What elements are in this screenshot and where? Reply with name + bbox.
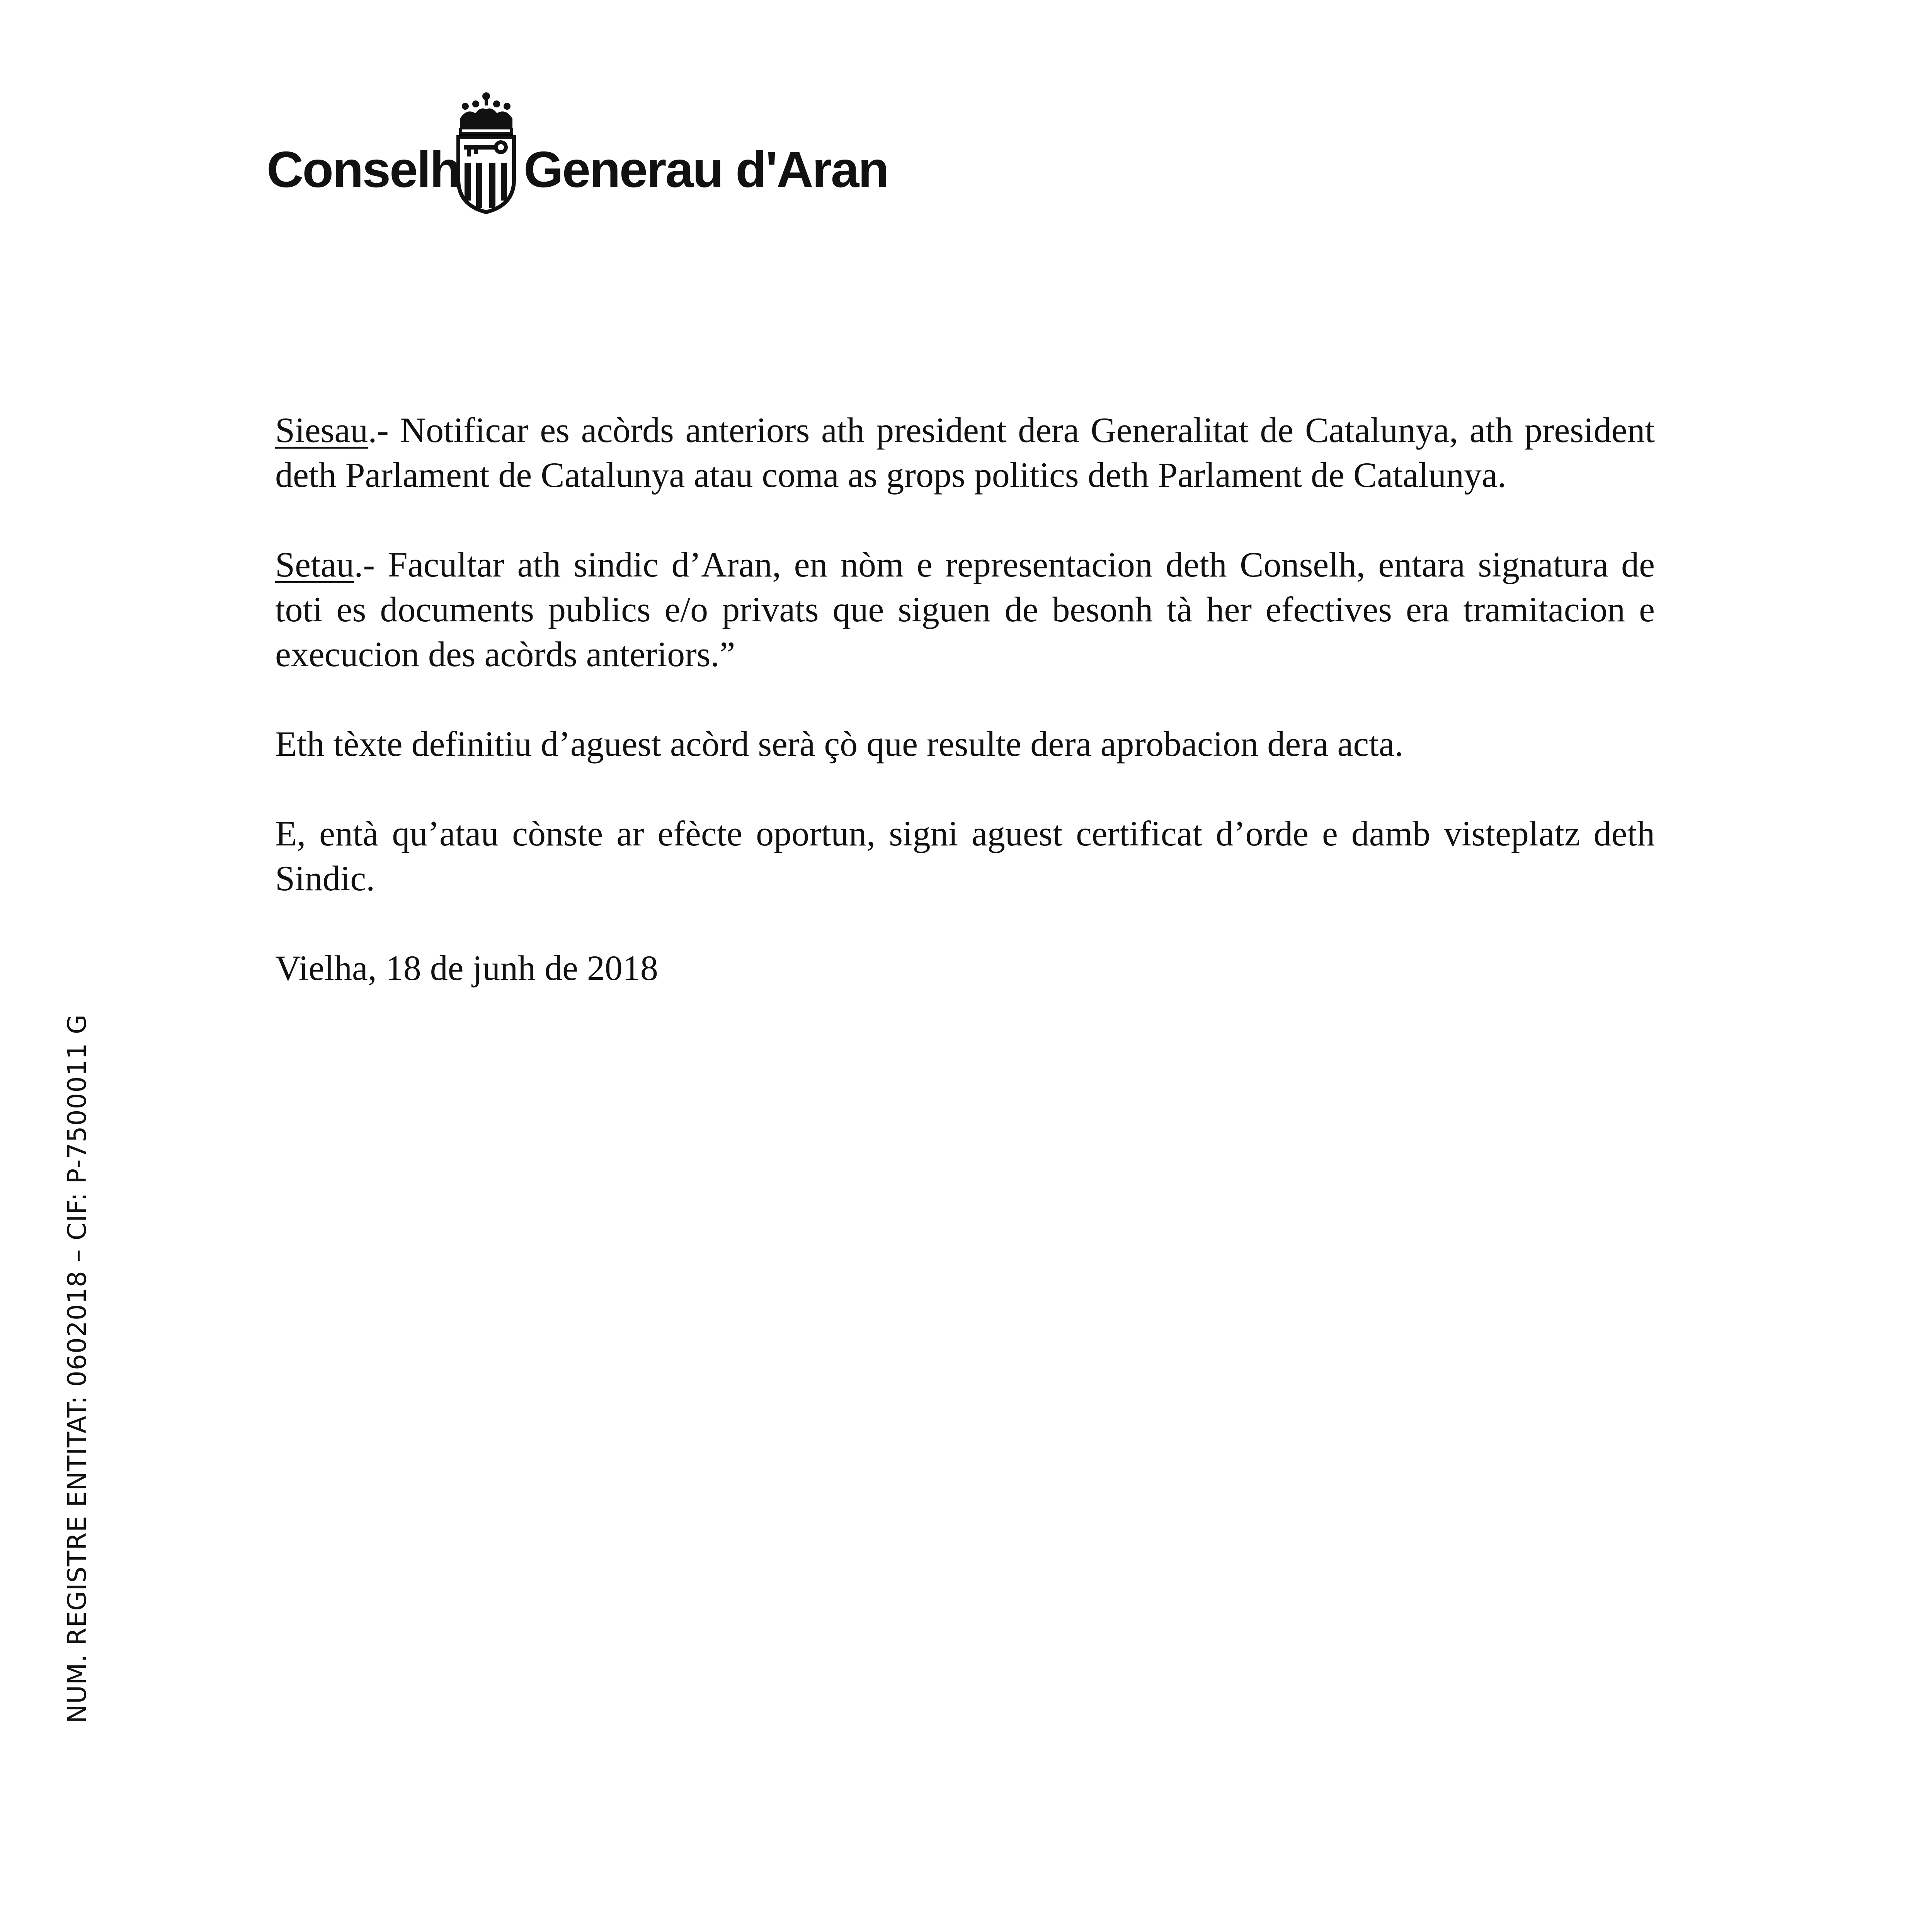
paragraph-text: .- Notificar es acòrds anteriors ath president dera Generalitat de Catalunya, ath president deth Parlament de Catalunya atau coma as grops politics deth Parlament de Catalunya. [275, 410, 1655, 495]
document-body [275, 408, 1655, 1035]
paragraph-text-definitive: Eth tèxte definitiu d’aguest acòrd serà çò que resulte dera aprobacion dera acta. [275, 724, 1404, 764]
paragraph-setau [275, 542, 1655, 677]
paragraph-siesau [275, 408, 1655, 497]
logo-text-right: Generau d'Aran [524, 141, 888, 198]
logo-text-left: Conselh [267, 141, 460, 198]
date-line: Vielha, 18 de junh de 2018 [275, 948, 658, 988]
paragraph-certification: E, entà qu’atau cònste ar efècte oportun, signi aguest certificat d’orde e damb visteplatz deth Sindic. [275, 814, 1655, 898]
registry-side-text: NUM. REGISTRE ENTITAT: 0602018 – CIF: P-7500011 G [62, 1014, 92, 1723]
paragraph-label: Setau [275, 545, 354, 584]
paragraph-label: Siesau [275, 410, 368, 450]
paragraph-text: .- Facultar ath sindic d’Aran, en nòm e representacion deth Conselh, entara signatura de toti es documents publics e/o privats que siguen de besonh tà her efectives era tramitacion e execucion des acòrds anteriors.” [275, 545, 1655, 674]
coat-of-arms-icon [451, 91, 521, 214]
